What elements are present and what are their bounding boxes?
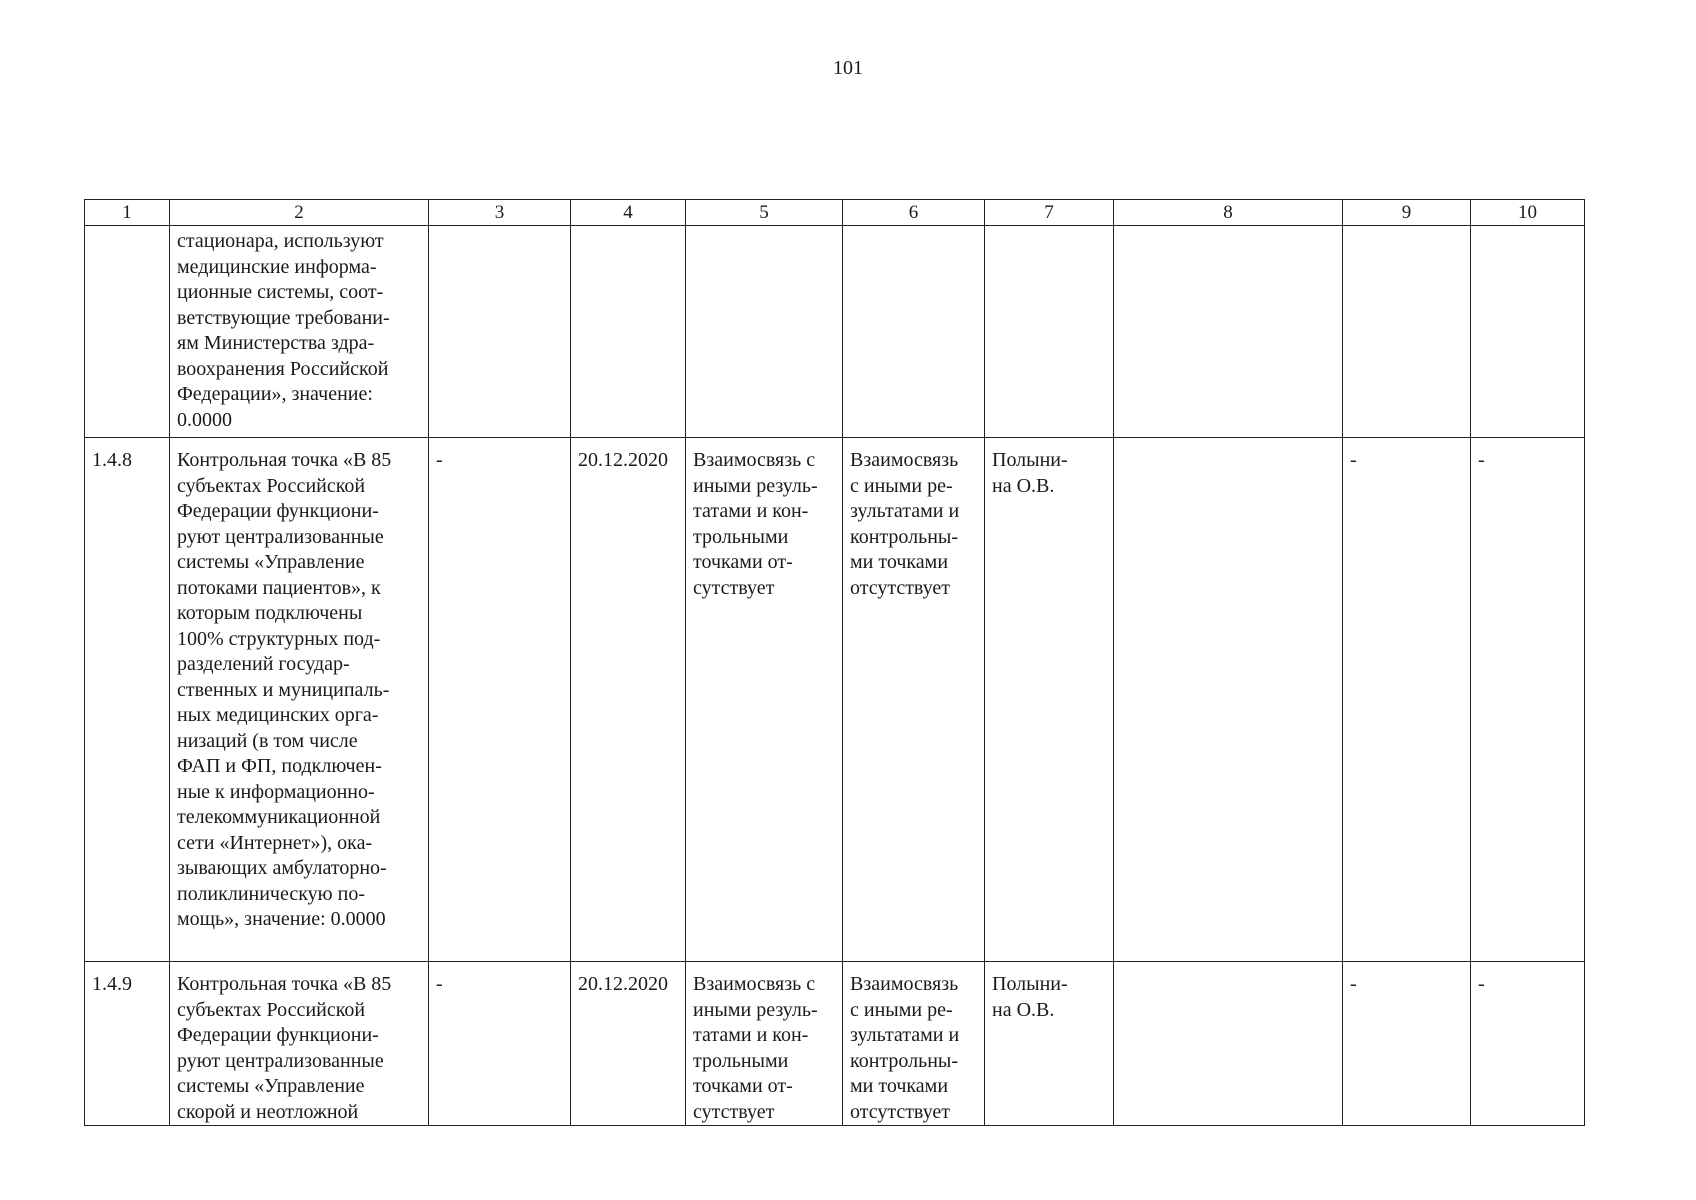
- cell-col8: [1114, 962, 1343, 1126]
- cell-col9: [1343, 226, 1471, 438]
- cell-description: Контрольная точка «В 85 субъектах Российской Федерации функциони- руют централизованные системы «Управление скорой и неотложной: [170, 962, 429, 1126]
- cell-number: [85, 226, 170, 438]
- cell-col5: Взаимосвязь с иными резуль- татами и кон- трольными точками от- сутствует: [686, 962, 843, 1126]
- column-header: 4: [571, 200, 686, 226]
- cell-col10: -: [1471, 438, 1585, 962]
- column-header: 6: [843, 200, 985, 226]
- cell-col10: [1471, 226, 1585, 438]
- column-header: 5: [686, 200, 843, 226]
- data-table: [84, 199, 1585, 1126]
- cell-col3: [429, 226, 571, 438]
- cell-col10: -: [1471, 962, 1585, 1126]
- column-header: 3: [429, 200, 571, 226]
- cell-responsible: [985, 226, 1114, 438]
- table-row: [85, 962, 1585, 1126]
- column-header: 1: [85, 200, 170, 226]
- cell-col6: Взаимосвязь с иными ре- зультатами и контрольны- ми точками отсутствует: [843, 438, 985, 962]
- cell-number: 1.4.9: [85, 962, 170, 1126]
- page-number: 101: [833, 57, 863, 79]
- cell-col3: -: [429, 962, 571, 1126]
- cell-col5: Взаимосвязь с иными резуль- татами и кон- трольными точками от- сутствует: [686, 438, 843, 962]
- header-row: [85, 200, 1585, 226]
- cell-col6: [843, 226, 985, 438]
- table-row: [85, 226, 1585, 438]
- column-header: 2: [170, 200, 429, 226]
- column-header: 8: [1114, 200, 1343, 226]
- cell-col8: [1114, 226, 1343, 438]
- cell-col9: -: [1343, 962, 1471, 1126]
- column-header: 9: [1343, 200, 1471, 226]
- cell-responsible: Полыни- на О.В.: [985, 962, 1114, 1126]
- column-header: 10: [1471, 200, 1585, 226]
- cell-number: 1.4.8: [85, 438, 170, 962]
- table-row: [85, 438, 1585, 962]
- cell-responsible: Полыни- на О.В.: [985, 438, 1114, 962]
- cell-date: 20.12.2020: [571, 438, 686, 962]
- column-header: 7: [985, 200, 1114, 226]
- cell-col9: -: [1343, 438, 1471, 962]
- cell-col6: Взаимосвязь с иными ре- зультатами и контрольны- ми точками отсутствует: [843, 962, 985, 1126]
- cell-date: [571, 226, 686, 438]
- cell-description: стационара, используют медицинские информа- ционные системы, соот- ветствующие требовани- ям Министерства здра- воохранения Российской Федерации», значение: 0.0000: [170, 226, 429, 438]
- cell-col5: [686, 226, 843, 438]
- cell-date: 20.12.2020: [571, 962, 686, 1126]
- cell-description: Контрольная точка «В 85 субъектах Российской Федерации функциони- руют централизованные системы «Управление потоками пациентов», к которым подключены 100% структурных под- разделений государ- ственных и муниципаль- ных медицинских орга- низаций (в том числе ФАП и ФП, подключен- ные к информационно- телекоммуникационной сети «Интернет»), ока- зывающих амбулаторно- поликлиническую по- мощь», значение: 0.0000: [170, 438, 429, 962]
- cell-col8: [1114, 438, 1343, 962]
- cell-col3: -: [429, 438, 571, 962]
